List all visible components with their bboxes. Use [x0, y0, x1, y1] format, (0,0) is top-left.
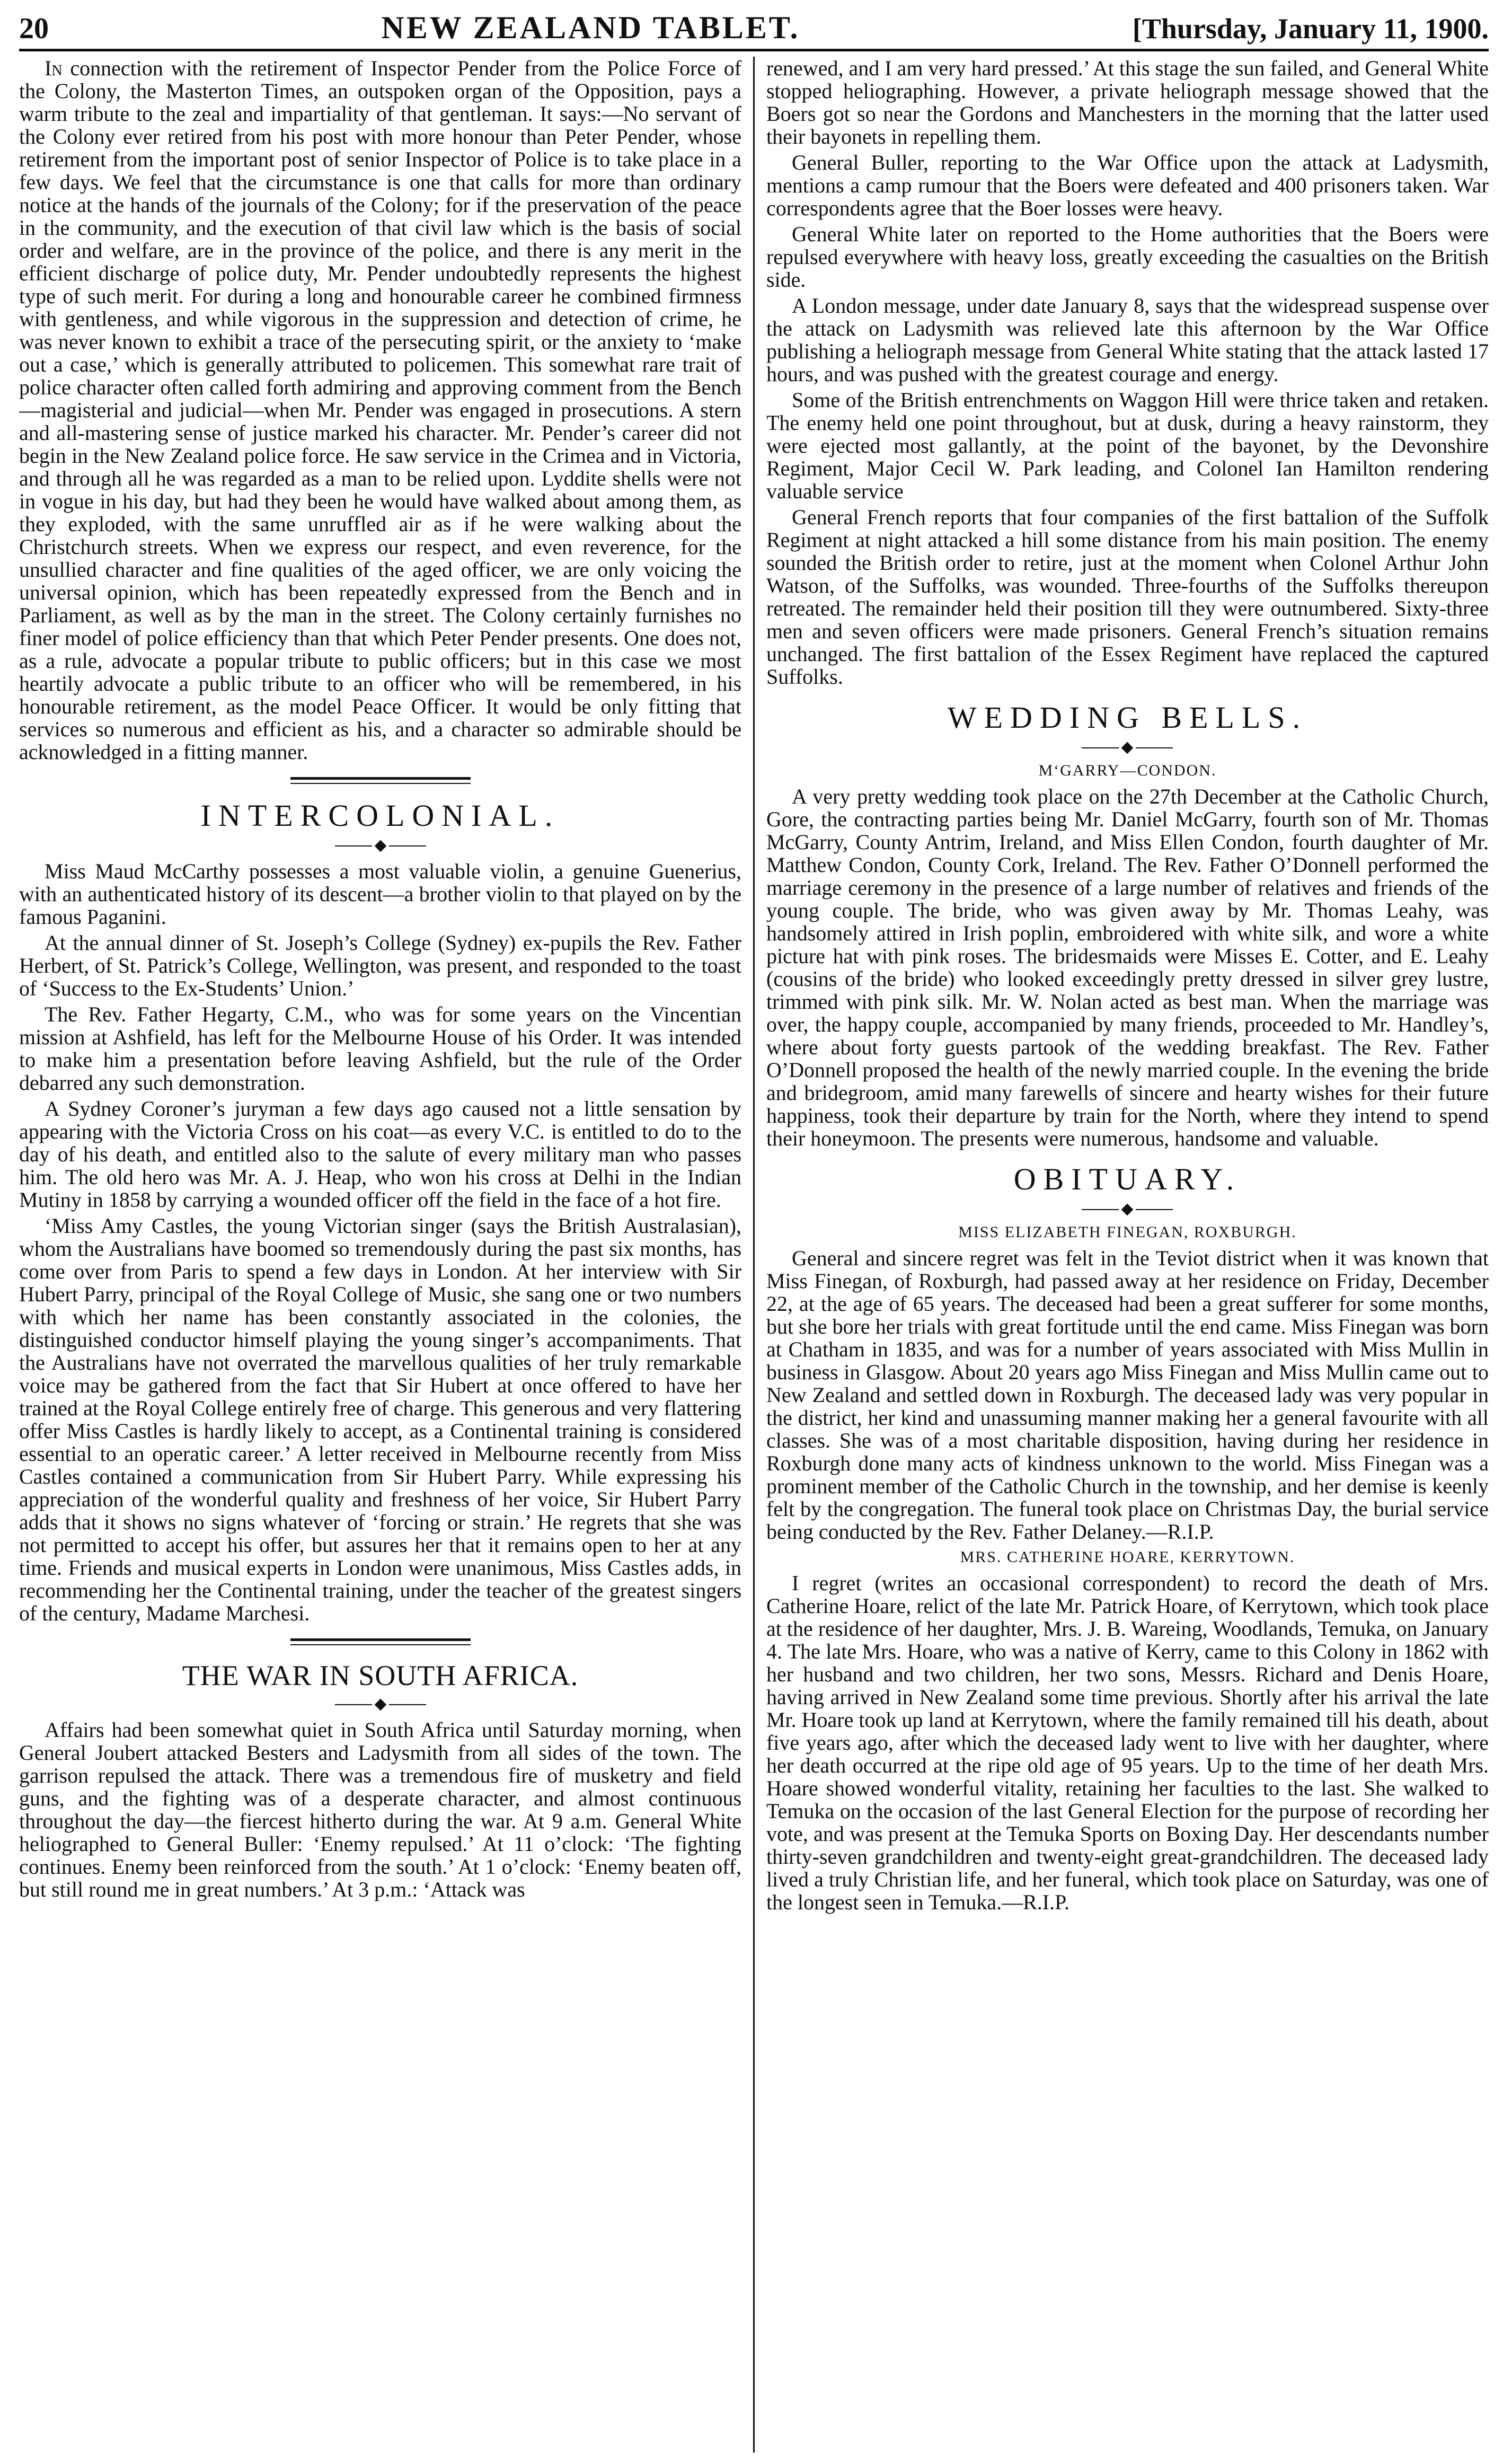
right-column: [766, 57, 1489, 2453]
war-paragraph: Affairs had been somewhat quiet in South Africa until Saturday morning, when General Joubert attacked Besters and Ladysmith from all sides of the town. The garrison repulsed the attack. There was a tremendous fire of musketry and field guns, and the fighting was of a desperate character, and almost continuous throughout the day—the fiercest hitherto during the war. At 9 a.m. General White heliographed to General Buller: ‘Enemy repulsed.’ At 11 o’clock: ‘The fighting continues. Enemy been reinforced from the south.’ At 1 o’clock: ‘Enemy beaten off, but still round me in great numbers.’ At 3 p.m.: ‘Attack was: [19, 1718, 742, 1901]
issue-date: [Thursday, January 11, 1900.: [1132, 13, 1489, 45]
newspaper-title: NEW ZEALAND TABLET.: [381, 10, 800, 45]
obituary-subheading: MISS ELIZABETH FINEGAN, ROXBURGH.: [958, 1223, 1297, 1241]
obituary-paragraph: I regret (writes an occasional correspondent) to record the death of Mrs. Catherine Hoare, relict of the late Mr. Patrick Hoare, of Kerrytown, which took place at the residence of her daughter, Mrs. J. B. Wareing, Woodlands, Temuka, on January 4. The late Mrs. Hoare, who was a native of Kerry, came to this Colony in 1862 with her husband and two children, her two sons, Messrs. Richard and Denis Hoare, having arrived in New Zealand some time previous. Shortly after his arrival the late Mr. Hoare took up land at Kerrytown, where the family remained till his death, about five years ago, after which the deceased lady went to live with her daughter, where her death occurred at the ripe old age of 95 years. Up to the time of her death Mrs. Hoare showed wonderful vitality, retaining her faculties to the last. She walked to Temuka on the occasion of the last General Election for the purpose of recording her vote, and was present at the Temuka Sports on Boxing Day. Her descendants number thirty-seven grandchildren and twenty-eight great-grandchildren. The deceased lady lived a truly Christian life, and her funeral, which took place on Saturday, was one of the longest seen in Temuka.—R.I.P.: [766, 1571, 1489, 1914]
war-continued-paragraph: A London message, under date January 8, says that the widespread suspense over the attack on Ladysmith was relieved late this afternoon by the War Office publishing a heliograph message from General White stating that the attack lasted 17 hours, and was pushed with the greatest courage and energy.: [766, 294, 1489, 386]
obituary-paragraph: General and sincere regret was felt in the Teviot district when it was known that Miss Finegan, of Roxburgh, had passed away at her residence on Friday, December 22, at the age of 65 years. The deceased had been a great sufferer for some months, but she bore her trials with great fortitude until the end came. Miss Finegan was born at Chatham in 1835, and was for a number of years associated with Miss Mullin in business in Glasgow. About 20 years ago Miss Finegan and Miss Mullin came out to New Zealand and settled down in Roxburgh. The deceased lady was very popular in the district, her kind and unassuming manner making her a general favourite with all classes. She was of a most charitable disposition, having during her residence in Roxburgh done many acts of kindness unknown to the world. Miss Finegan was a prominent member of the Catholic Church in the township, and her demise is keenly felt by the congregation. The funeral took place on Christmas Day, the burial service being conducted by the Rev. Father Delaney.—R.I.P.: [766, 1246, 1489, 1544]
ornament-icon: [766, 739, 1489, 755]
ornament-icon: [19, 837, 741, 853]
war-continued-paragraph: General Buller, reporting to the War Office upon the attack at Ladysmith, mentions a camp rumour that the Boers were defeated and 400 prisoners taken. War correspondents agree that the Boer losses were heavy.: [766, 151, 1489, 220]
column-rule: [753, 57, 755, 2453]
intercolonial-paragraph: Miss Maud McCarthy possesses a most valuable violin, a genuine Guenerius, with an authenticated history of its descent—a brother violin to that played on by the famous Paganini.: [19, 859, 742, 929]
section-divider: [290, 777, 471, 784]
ornament-icon: [766, 1201, 1489, 1217]
obituary-subheading: MRS. CATHERINE HOARE, KERRYTOWN.: [960, 1548, 1295, 1566]
intercolonial-paragraph: A Sydney Coroner’s juryman a few days ago caused not a little sensation by appearing with the Victoria Cross on his coat—as every V.C. is entitled to do to the day of his death, and entitled also to the salute of every military man who passes him. The old hero was Mr. A. J. Heap, who won his cross at Delhi in the Indian Mutiny in 1858 by carrying a wounded officer off the field in the face of a hot fire.: [19, 1097, 742, 1212]
war-continued-paragraph: renewed, and I am very hard pressed.’ At this stage the sun failed, and General White stopped heliographing. However, a private heliograph message showed that the Boers got so near the Gordons and Manchesters in the morning that the latter used their bayonets in repelling them.: [766, 57, 1489, 148]
drop-word: In: [45, 57, 63, 80]
intercolonial-heading: INTERCOLONIAL.: [200, 798, 560, 833]
wedding-subheading: M‘GARRY—CONDON.: [1038, 762, 1217, 779]
wedding-heading: WEDDING BELLS.: [947, 700, 1308, 735]
war-heading: THE WAR IN SOUTH AFRICA.: [182, 1660, 579, 1691]
wedding-paragraph: A very pretty wedding took place on the 27th December at the Catholic Church, Gore, the contracting parties being Mr. Daniel McGarry, fourth son of Mr. Thomas McGarry, County Antrim, Ireland, and Miss Ellen Condon, fourth daughter of Mr. Matthew Condon, County Cork, Ireland. The Rev. Father O’Donnell performed the marriage ceremony in the presence of a large number of relatives and friends of the young couple. The bride, who was given away by Mr. Thomas Leahy, was handsomely attired in Irish poplin, embroidered with white silk, and wore a white picture hat with pink roses. The bridesmaids were Misses E. Cotter, and E. Leahy (cousins of the bride) who looked exceedingly pretty dressed in silver grey lustre, trimmed with pink silk. Mr. W. Nolan acted as best man. When the marriage was over, the happy couple, accompanied by many friends, proceeded to Mr. Handley’s, where about forty guests partook of the wedding breakfast. The Rev. Father O’Donnell proposed the health of the newly married couple. In the evening the bride and bridegroom, amid many farewells of sincere and hearty wishes for their future happiness, took their departure by train for the North, where they intend to spend their honeymoon. The presents were numerous, handsome and valuable.: [766, 784, 1489, 1150]
masthead: [19, 6, 1489, 51]
ornament-icon: [19, 1696, 741, 1712]
war-continued-paragraph: General White later on reported to the Home authorities that the Boers were repulsed everywhere with heavy loss, greatly exceeding the casualties on the British side.: [766, 222, 1489, 292]
war-continued-paragraph: General French reports that four companies of the first battalion of the Suffolk Regiment at night attacked a hill some distance from his main position. The enemy sounded the British order to retire, just at the moment when Colonel Arthur John Watson, of the Suffolks, was wounded. Three-fourths of the Suffolks thereupon retreated. The remainder held their position till they were outnumbered. Sixty-three men and seven officers were made prisoners. General French’s situation remains unchanged. The first battalion of the Essex Regiment have replaced the captured Suffolks.: [766, 505, 1489, 689]
pender-article: [19, 57, 741, 763]
pender-article-text: connection with the retirement of Inspector Pender from the Police Force of the Colony, the Masterton Times, an outspoken organ of the Opposition, pays a warm tribute to the zeal and impartiality of that gentleman. It says:—No servant of the Colony ever retired from his post with more honour than Peter Pender, whose retirement from the important post of senior Inspector of Police is to take place in a few days. We feel that the circumstance is one that calls for more than ordinary notice at the hands of the journals of the Colony; for if the preservation of the peace in the community, and the execution of that civil law which is the basis of social order and welfare, are in the province of the police, and there is any merit in the efficient discharge of police duty, Mr. Pender undoubtedly represents the highest type of such merit. For during a long and honourable career he combined firmness with gentleness, and while vigorous in the suppression and detection of crime, he was never known to exhibit a trace of the persecuting spirit, or the anxiety to ‘make out a case,’ which is generally attributed to policemen. This somewhat rare trait of police character often called forth admiring and approving comment from the Bench—magisterial and judicial—when Mr. Pender was engaged in prosecutions. A stern and all-mastering sense of justice marked his character. Mr. Pender’s career did not begin in the New Zealand police force. He saw service in the Crimea and in Victoria, and through all he was regarded as a man to be relied upon. Lyddite shells were not in vogue in his day, but had they been he would have walked about among them, as they exploded, with the same unruffled air as if he were walking about the Christchurch streets. When we express our respect, and even reverence, for the unsullied character and fine qualities of the aged officer, we are only voicing the universal opinion, which has been repeatedly expressed from the Bench and in Parliament, as well as by the man in the street. The Colony certainly furnishes no finer model of police efficiency than that which Peter Pender presents. One does not, as a rule, advocate a popular tribute to public officers; but in this case we most heartily advocate a public tribute to an officer who will be remembered, in his honourable retirement, as the model Peace Officer. It would be only fitting that services so numerous and efficient as his, and a character so admirable should be acknowledged in a fitting manner.: [19, 57, 742, 764]
obituary-heading: OBITUARY.: [1013, 1162, 1242, 1196]
left-column: [19, 57, 741, 2453]
intercolonial-paragraph: At the annual dinner of St. Joseph’s College (Sydney) ex-pupils the Rev. Father Herbert, of St. Patrick’s College, Wellington, was present, and responded to the toast of ‘Success to the Ex-Students’ Union.’: [19, 931, 742, 1000]
section-divider: [290, 1638, 471, 1645]
war-continued-paragraph: Some of the British entrenchments on Waggon Hill were thrice taken and retaken. The enemy held one point throughout, but at dusk, during a heavy rainstorm, they were ejected most gallantly, at the point of the bayonet, by the Devonshire Regiment, Major Cecil W. Park leading, and Colonel Ian Hamilton rendering valuable service: [766, 388, 1489, 503]
intercolonial-paragraph: The Rev. Father Hegarty, C.M., who was for some years on the Vincentian mission at Ashfield, has left for the Melbourne House of his Order. It was intended to make him a presentation before leaving Ashfield, but the rule of the Order debarred any such demonstration.: [19, 1002, 742, 1095]
page-number: 20: [19, 12, 49, 45]
columns: [19, 57, 1489, 2453]
intercolonial-paragraph: ‘Miss Amy Castles, the young Victorian singer (says the British Australasian), whom the Australians have boomed so tremendously during the past six months, has come over from Paris to spend a few days in London. At her interview with Sir Hubert Parry, principal of the Royal College of Music, she sang one or two numbers with which her name has been constantly associated in the colonies, the distinguished conductor himself playing the young singer’s accompaniments. That the Australians have not overrated the marvellous qualities of her truly remarkable voice may be gathered from the fact that Sir Hubert at once offered to have her trained at the Royal College entirely free of charge. This generous and very flattering offer Miss Castles is hardly likely to accept, as a Continental training is considered essential to an operatic career.’ A letter received in Melbourne recently from Miss Castles contained a communication from Sir Hubert Parry. While expressing his appreciation of the wonderful quality and freshness of her voice, Sir Hubert Parry adds that it shows no signs whatever of ‘forcing or strain.’ He regrets that she was not permitted to accept his offer, but assures her that it remains open to her at any time. Friends and musical experts in London were unanimous, Miss Castles adds, in recommending her the Continental training, under the teacher of the greatest singers of the century, Madame Marchesi.: [19, 1214, 742, 1625]
